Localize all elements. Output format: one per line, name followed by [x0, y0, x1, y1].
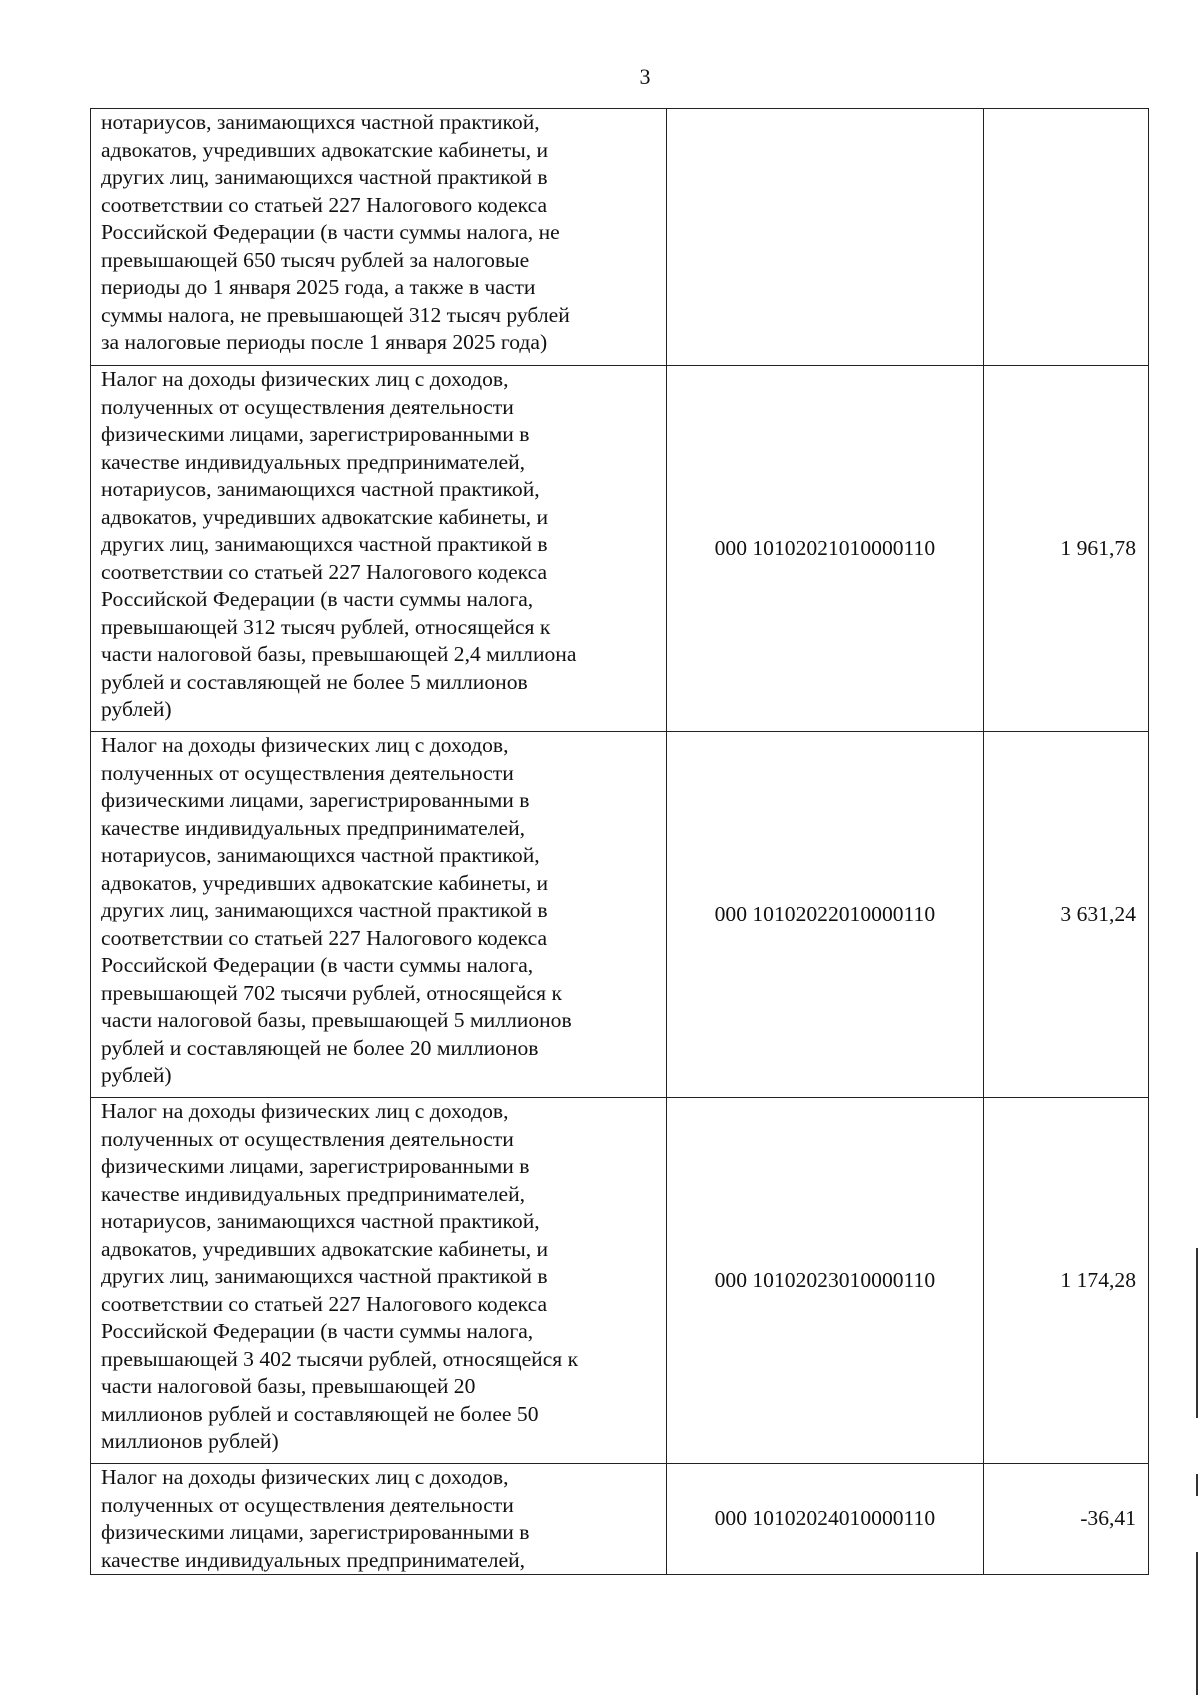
table-row — [91, 732, 1149, 1098]
revenue-description: Налог на доходы физических лиц с доходов, полученных от осуществления деятельности физическими лицами, зарегистрированными в качестве индивидуальных предпринимателей, нотариусов, занимающихся частной практикой, адвокатов, учредивших адвокатские кабинеты, и других лиц, занимающихся частной практикой в соответствии со статьей 227 Налогового кодекса Российской Федерации (в части суммы налога, превышающей 702 тысячи рублей, относящейся к части налоговой базы, превышающей 5 миллионов рублей и составляющей не более 20 миллионов рублей) — [91, 732, 667, 1098]
budget-classification-code: 000 10102023010000110 — [667, 1098, 984, 1464]
page-number: 3 — [639, 64, 651, 89]
budget-classification-code: 000 10102021010000110 — [667, 366, 984, 732]
table-row — [91, 1098, 1149, 1464]
table-row — [91, 109, 1149, 366]
scan-edge-mark — [1196, 1474, 1198, 1496]
revenue-description: Налог на доходы физических лиц с доходов, полученных от осуществления деятельности физическими лицами, зарегистрированными в качестве индивидуальных предпринимателей, нотариусов, занимающихся частной практикой, адвокатов, учредивших адвокатские кабинеты, и других лиц, занимающихся частной практикой в соответствии со статьей 227 Налогового кодекса Российской Федерации (в части суммы налога, превышающей 312 тысяч рублей, относящейся к части налоговой базы, превышающей 2,4 миллиона рублей и составляющей не более 5 миллионов рублей) — [91, 366, 667, 732]
revenue-amount — [983, 109, 1148, 366]
budget-classification-code: 000 10102022010000110 — [667, 732, 984, 1098]
budget-classification-code: 000 10102024010000110 — [667, 1464, 984, 1575]
table-row — [91, 366, 1149, 732]
budget-revenue-table — [90, 108, 1149, 1575]
budget-classification-code — [667, 109, 984, 366]
scan-edge-mark — [1196, 1552, 1198, 1695]
revenue-description: Налог на доходы физических лиц с доходов, полученных от осуществления деятельности физическими лицами, зарегистрированными в качестве индивидуальных предпринимателей, — [91, 1464, 667, 1575]
table-row — [91, 1464, 1149, 1575]
scan-edge-mark — [1196, 1248, 1198, 1418]
revenue-description: нотариусов, занимающихся частной практикой, адвокатов, учредивших адвокатские кабинеты, и других лиц, занимающихся частной практикой в соответствии со статьей 227 Налогового кодекса Российской Федерации (в части суммы налога, не превышающей 650 тысяч рублей за налоговые периоды до 1 января 2025 года, а также в части суммы налога, не превышающей 312 тысяч рублей за налоговые периоды после 1 января 2025 года) — [91, 109, 667, 366]
revenue-amount: 1 174,28 — [983, 1098, 1148, 1464]
revenue-description: Налог на доходы физических лиц с доходов, полученных от осуществления деятельности физическими лицами, зарегистрированными в качестве индивидуальных предпринимателей, нотариусов, занимающихся частной практикой, адвокатов, учредивших адвокатские кабинеты, и других лиц, занимающихся частной практикой в соответствии со статьей 227 Налогового кодекса Российской Федерации (в части суммы налога, превышающей 3 402 тысячи рублей, относящейся к части налоговой базы, превышающей 20 миллионов рублей и составляющей не более 50 миллионов рублей) — [91, 1098, 667, 1464]
revenue-amount: 3 631,24 — [983, 732, 1148, 1098]
revenue-amount: -36,41 — [983, 1464, 1148, 1575]
revenue-amount: 1 961,78 — [983, 366, 1148, 732]
